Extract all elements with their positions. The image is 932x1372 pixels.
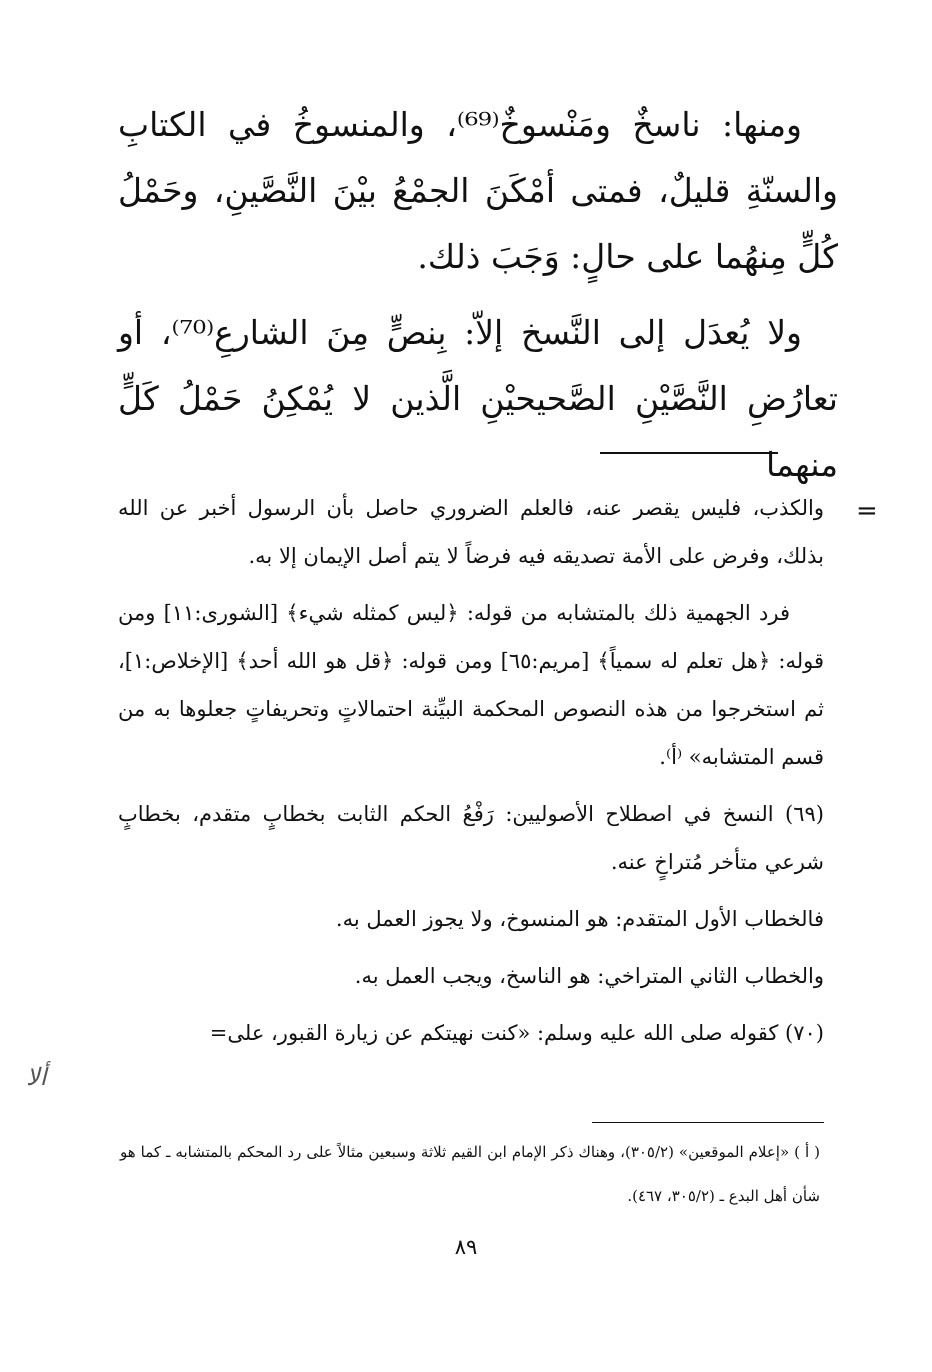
handwritten-margin-note: ألا [26, 1063, 47, 1091]
footnote-69-first-line: فالخطاب الأول المتقدم: هو المنسوخ، ولا يجوز العمل به. [335, 907, 824, 931]
main-paragraph-2: ولا يُعدَل إلى النَّسخ إلاّ: بِنصٍّ مِنَ الشارعِ⁽⁷⁰⁾، أو تعارُضِ النَّصَّيْنِ الصَّحيحيْنِ الَّذين لا يُمْكِنُ حَمْلُ كَلٍّ منهما [118, 313, 838, 484]
footnote-70: (٧٠) كقوله صلى الله عليه وسلم: «كنت نهيتكم عن زيارة القبور، على= [209, 1021, 824, 1045]
subnotes [120, 1130, 820, 1218]
main-text [118, 92, 838, 498]
subnote-a: ( أ ) «إعلام الموقعين» (٣٠٥/٢)، وهناك ذكر الإمام ابن القيم ثلاثة وسبعين مثالاً على رد المحكم بالمتشابه ـ كما هو شأن أهل البدع ـ (٣٠٥/٢، ٤٦٧). [120, 1143, 820, 1205]
footnote-paragraph: فرد الجهمية ذلك بالمتشابه من قوله: ﴿ليس كمثله شيء﴾ [الشورى:١١] ومن قوله: ﴿هل تعلم له سمياً﴾ [مريم:٦٥] ومن قوله: ﴿قل هو الله أحد﴾ [الإخلاص:١]، ثم استخرجوا من هذه النصوص المحكمة البيِّنة احتمالاتٍ وتحريفاتٍ جعلوها به من قسم المتشابه» ⁽أ⁾. [118, 601, 825, 769]
footnote-continuation: والكذب، فليس يقصر عنه، فالعلم الضروري حاصل بأن الرسول أخبر عن الله بذلك، وفرض على الأمة تصديقه فيه فرضاً لا يتم أصل الإيمان إلا به. [118, 496, 824, 568]
footnote-69-second-line: والخطاب الثاني المتراخي: هو الناسخ، ويجب العمل به. [354, 964, 824, 988]
footnotes [118, 484, 824, 1057]
footnote-separator [600, 452, 778, 454]
subnote-separator [592, 1122, 824, 1123]
page-number: ٨٩ [454, 1235, 478, 1259]
footnote-69: (٦٩) النسخ في اصطلاح الأصوليين: رَفْعُ الحكم الثابت بخطابٍ متقدم، بخطابٍ شرعي متأخر مُتراخٍ عنه. [118, 802, 824, 874]
main-paragraph-1: ومنها: ناسخٌ ومَنْسوخٌ⁽⁶⁹⁾، والمنسوخُ في الكتابِ والسنّةِ قليلٌ، فمتى أمْكَنَ الجمْعُ بيْنَ النَّصَّينِ، وحَمْلُ كُلٍّ مِنهُما على حالٍ: وَجَبَ ذلك. [118, 105, 838, 276]
continuation-mark: = [856, 496, 878, 526]
